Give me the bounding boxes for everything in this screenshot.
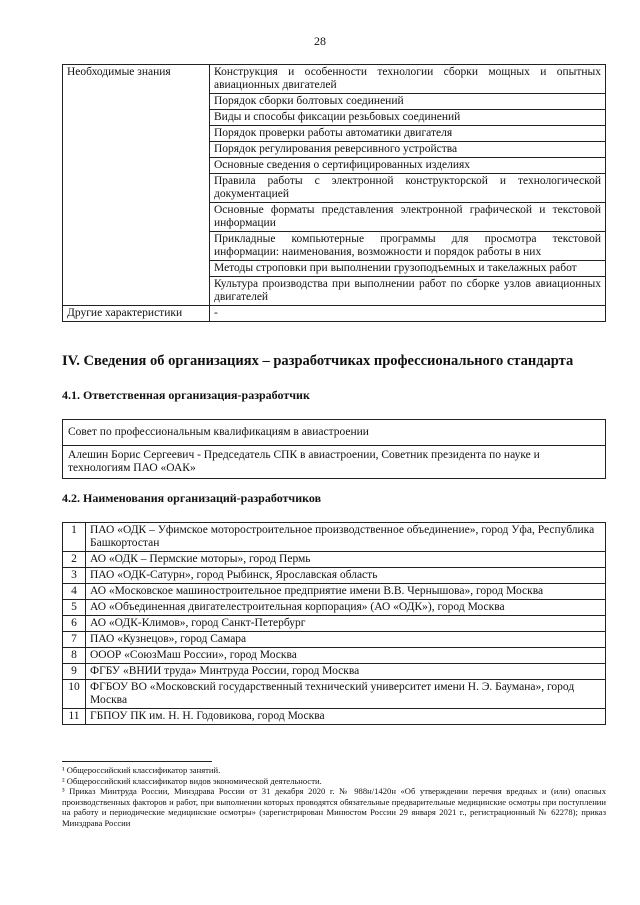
subheading-responsible-organization: 4.1. Ответственная организация-разработчик — [62, 388, 310, 402]
table-row — [63, 306, 606, 322]
required-knowledge-label: Необходимые знания — [63, 65, 210, 306]
required-knowledge-item: Порядок сборки болтовых соединений — [210, 94, 606, 110]
organization-name: ФГБОУ ВО «Московский государственный технический университет имени Н. Э. Баумана», город Москва — [86, 680, 606, 709]
footnote: ³ Приказ Минтруда России, Минздрава России от 31 декабря 2020 г. № 988н/1420н «Об утверждении перечня вредных и (или) опасных производственных факторов и работ, при выполнении которых проводятся обязательные предварительные медицинские осмотры при поступлении на работу и периодические медицинские осмотры» (зарегистрирован Минюстом России 29 января 2021 г., регистрационный № 62278); приказ Минздрава России — [62, 786, 606, 828]
table-row — [63, 568, 606, 584]
required-knowledge-item: Прикладные компьютерные программы для просмотра текстовой информации: наименования, возможности и порядок работы в них — [210, 232, 606, 261]
organization-number: 3 — [63, 568, 86, 584]
responsible-organization-table — [62, 419, 606, 479]
organization-number: 4 — [63, 584, 86, 600]
table-row — [63, 709, 606, 725]
organization-name: ПАО «ОДК-Сатурн», город Рыбинск, Ярославская область — [86, 568, 606, 584]
organization-name: АО «ОДК – Пермские моторы», город Пермь — [86, 552, 606, 568]
organization-number: 7 — [63, 632, 86, 648]
table-row — [63, 680, 606, 709]
table-row — [63, 600, 606, 616]
knowledge-table — [62, 64, 606, 322]
organization-number: 2 — [63, 552, 86, 568]
required-knowledge-item: Основные сведения о сертифицированных изделиях — [210, 158, 606, 174]
organization-name: ФГБУ «ВНИИ труда» Минтруда России, город Москва — [86, 664, 606, 680]
responsible-person: Алешин Борис Сергеевич - Председатель СПК в авиастроении, Советник президента по науке и технологиям ПАО «ОАК» — [63, 446, 606, 479]
table-row — [63, 420, 606, 446]
table-row — [63, 632, 606, 648]
organization-number: 10 — [63, 680, 86, 709]
table-row — [63, 648, 606, 664]
required-knowledge-item: Порядок регулирования реверсивного устройства — [210, 142, 606, 158]
other-characteristics-label: Другие характеристики — [63, 306, 210, 322]
subheading-developer-organizations: 4.2. Наименования организаций-разработчиков — [62, 491, 322, 505]
table-row — [63, 523, 606, 552]
required-knowledge-item: Основные форматы представления электронной графической и текстовой информации — [210, 203, 606, 232]
organization-name: ГБПОУ ПК им. Н. Н. Годовикова, город Москва — [86, 709, 606, 725]
organization-number: 11 — [63, 709, 86, 725]
organization-number: 6 — [63, 616, 86, 632]
required-knowledge-item: Конструкция и особенности технологии сборки мощных и опытных авиационных двигателей — [210, 65, 606, 94]
organization-name: АО «ОДК-Климов», город Санкт-Петербург — [86, 616, 606, 632]
table-row — [63, 616, 606, 632]
footnote-divider — [62, 761, 212, 762]
required-knowledge-item: Виды и способы фиксации резьбовых соединений — [210, 110, 606, 126]
table-row — [63, 65, 606, 94]
table-row — [63, 446, 606, 479]
table-row — [63, 664, 606, 680]
footnote: ¹ Общероссийский классификатор занятий. — [62, 765, 221, 775]
required-knowledge-item: Методы строповки при выполнении грузоподъемных и такелажных работ — [210, 261, 606, 277]
required-knowledge-item: Порядок проверки работы автоматики двигателя — [210, 126, 606, 142]
required-knowledge-item: Правила работы с электронной конструкторской и технологической документацией — [210, 174, 606, 203]
organization-name: АО «Московское машиностроительное предприятие имени В.В. Чернышова», город Москва — [86, 584, 606, 600]
responsible-organization-name: Совет по профессиональным квалификациям в авиастроении — [63, 420, 606, 446]
required-knowledge-item: Культура производства при выполнении работ по сборке узлов авиационных двигателей — [210, 277, 606, 306]
table-row — [63, 584, 606, 600]
footnote: ² Общероссийский классификатор видов экономической деятельности. — [62, 775, 322, 786]
organization-number: 5 — [63, 600, 86, 616]
organization-name: АО «Объединенная двигателестроительная корпорация» (АО «ОДК»), город Москва — [86, 600, 606, 616]
organization-name: ПАО «Кузнецов», город Самара — [86, 632, 606, 648]
other-characteristics-value: - — [210, 306, 606, 322]
section-heading: IV. Сведения об организациях – разработчиках профессионального стандарта — [62, 353, 574, 369]
organization-name: ПАО «ОДК – Уфимское моторостроительное производственное объединение», город Уфа, Республика Башкортостан — [86, 523, 606, 552]
page-number: 28 — [314, 34, 326, 48]
footnotes — [62, 765, 606, 829]
organization-number: 8 — [63, 648, 86, 664]
table-row — [63, 552, 606, 568]
organization-number: 1 — [63, 523, 86, 552]
organization-number: 9 — [63, 664, 86, 680]
developer-organizations-table — [62, 522, 606, 725]
organization-name: ОООР «СоюзМаш России», город Москва — [86, 648, 606, 664]
